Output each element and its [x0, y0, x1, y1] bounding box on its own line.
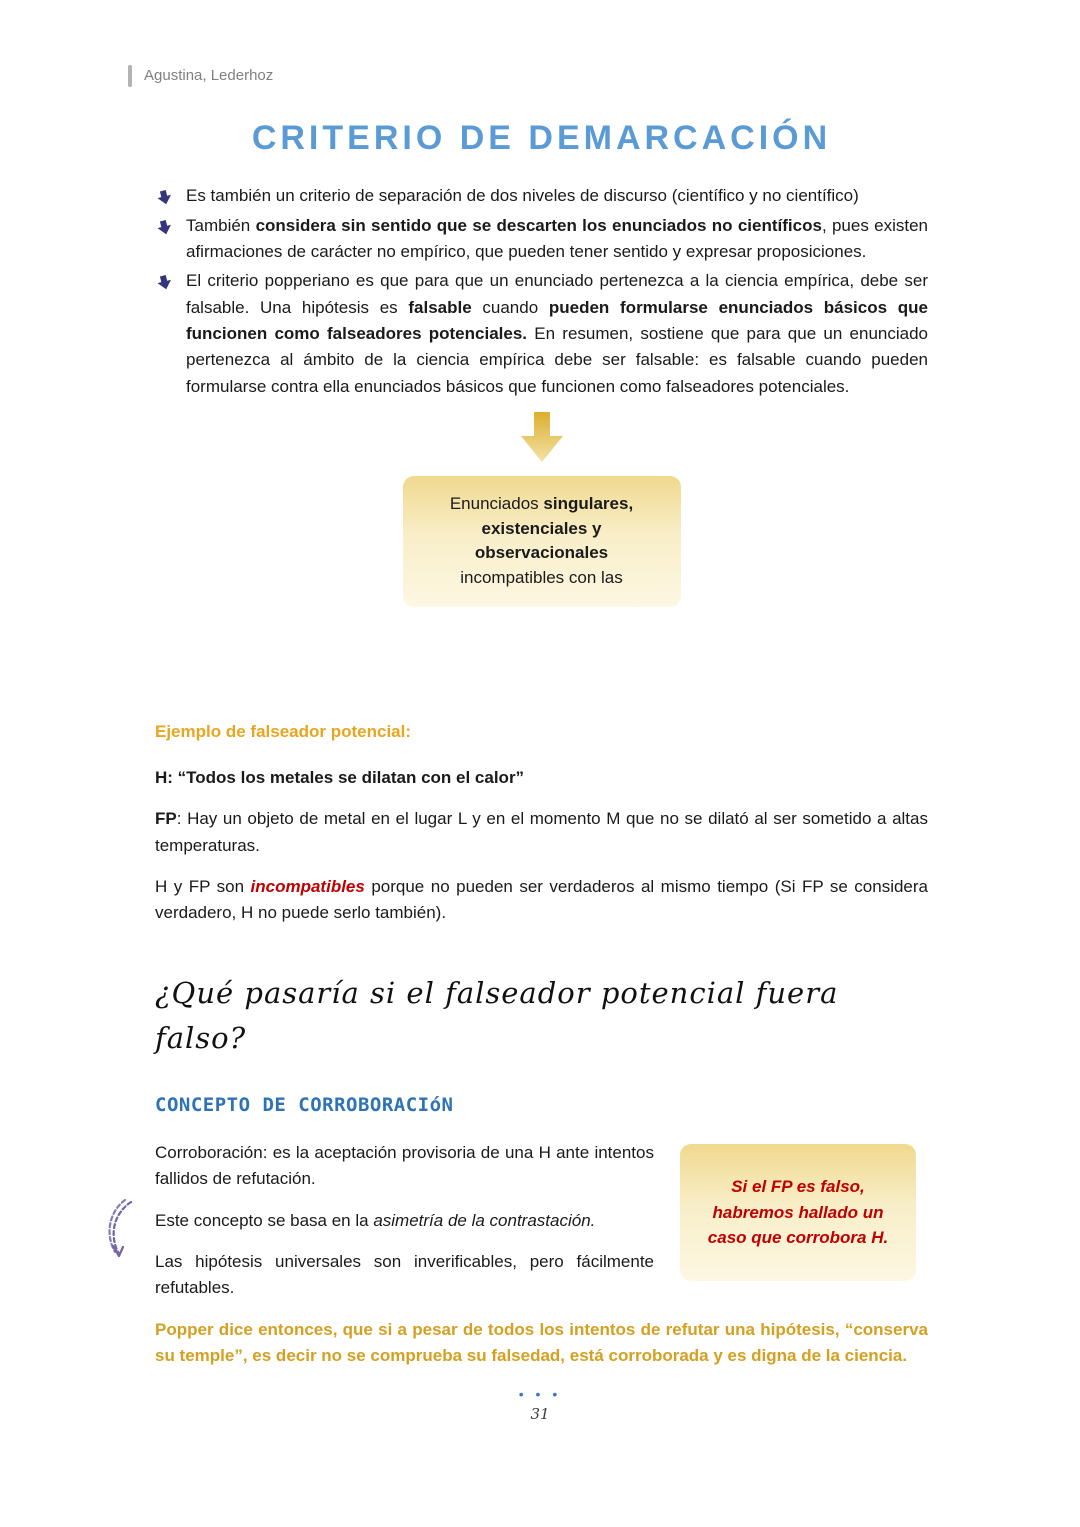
- down-arrow-icon: [155, 412, 928, 462]
- arrow-down-bullet-icon: [157, 217, 172, 243]
- falsifier-paragraph: FP: Hay un objeto de metal en el lugar L y en el momento M que no se dilató al ser sometido a altas temperaturas.: [155, 809, 928, 855]
- incompatibility-paragraph: H y FP son incompatibles porque no pueden ser verdaderos al mismo tiempo (Si FP se considera verdadero, H no puede serlo también).: [155, 877, 928, 923]
- example-heading: Ejemplo de falseador potencial:: [155, 721, 412, 741]
- corroboracion-definition: Corroboración: es la aceptación provisoria de una H ante intentos fallidos de refutación.: [155, 1143, 654, 1189]
- bullet-item: [155, 213, 928, 266]
- bullet-text: También considera sin sentido que se descarten los enunciados no científicos, pues existen afirmaciones de carácter no empírico, que pueden tener sentido y expresar proposiciones.: [186, 215, 928, 262]
- hipotesis-universales-paragraph: Las hipótesis universales son inverificables, pero fácilmente refutables.: [155, 1252, 654, 1298]
- conclusion-paragraph: Popper dice entonces, que si a pesar de todos los intentos de refutar una hipótesis, “conserva su temple”, es decir no se comprueba su falsedad, está corroborada y es digna de la ciencia.: [155, 1319, 928, 1366]
- question-heading: ¿Qué pasaría si el falseador potencial fuera falso?: [155, 975, 839, 1055]
- callout-corrobora: [680, 1144, 916, 1281]
- callout-enunciados-text: Enunciados singulares, existenciales y observacionales incompatibles con las: [449, 494, 634, 588]
- bullet-item: [155, 183, 928, 209]
- author-name: Agustina, Lederhoz: [144, 67, 274, 84]
- bullet-text: El criterio popperiano es que para que un enunciado pertenezca a la ciencia empírica, debe ser falsable. Una hipótesis es falsable cuando pueden formularse enunciados básicos que funcionen como falseadores potenciales. En resumen, sostiene que para que un enunciado pertenezca al ámbito de la ciencia empírica debe ser falsable: es falsable cuando pueden formularse contra ella enunciados básicos que funcionen como falseadores potenciales.: [186, 271, 928, 396]
- bullet-list: [155, 183, 928, 400]
- page-footer: [0, 1388, 1080, 1426]
- arrow-down-bullet-icon: [157, 187, 172, 213]
- document-header: [128, 64, 273, 87]
- corroboracion-heading: CONCEPTO DE CORROBORACIóN: [155, 1093, 454, 1116]
- arrow-down-bullet-icon: [157, 272, 172, 298]
- bullet-text: Es también un criterio de separación de dos niveles de discurso (científico y no científico): [186, 186, 859, 206]
- bullet-item: [155, 268, 928, 400]
- callout-enunciados: [403, 476, 681, 607]
- page-title: CRITERIO DE DEMARCACIÓN: [251, 119, 832, 157]
- asimetria-paragraph: Este concepto se basa en la asimetría de la contrastación.: [155, 1210, 596, 1230]
- header-divider: [128, 65, 132, 87]
- callout-corrobora-text: Si el FP es falso, habremos hallado un caso que corrobora H.: [707, 1177, 889, 1248]
- curved-dashed-arrow-icon: [105, 1198, 139, 1262]
- hypothesis-line: H: “Todos los metales se dilatan con el calor”: [155, 768, 525, 788]
- footer-dots: • • •: [518, 1386, 562, 1402]
- corroboracion-section: [155, 1140, 928, 1302]
- page-number: 31: [530, 1404, 550, 1423]
